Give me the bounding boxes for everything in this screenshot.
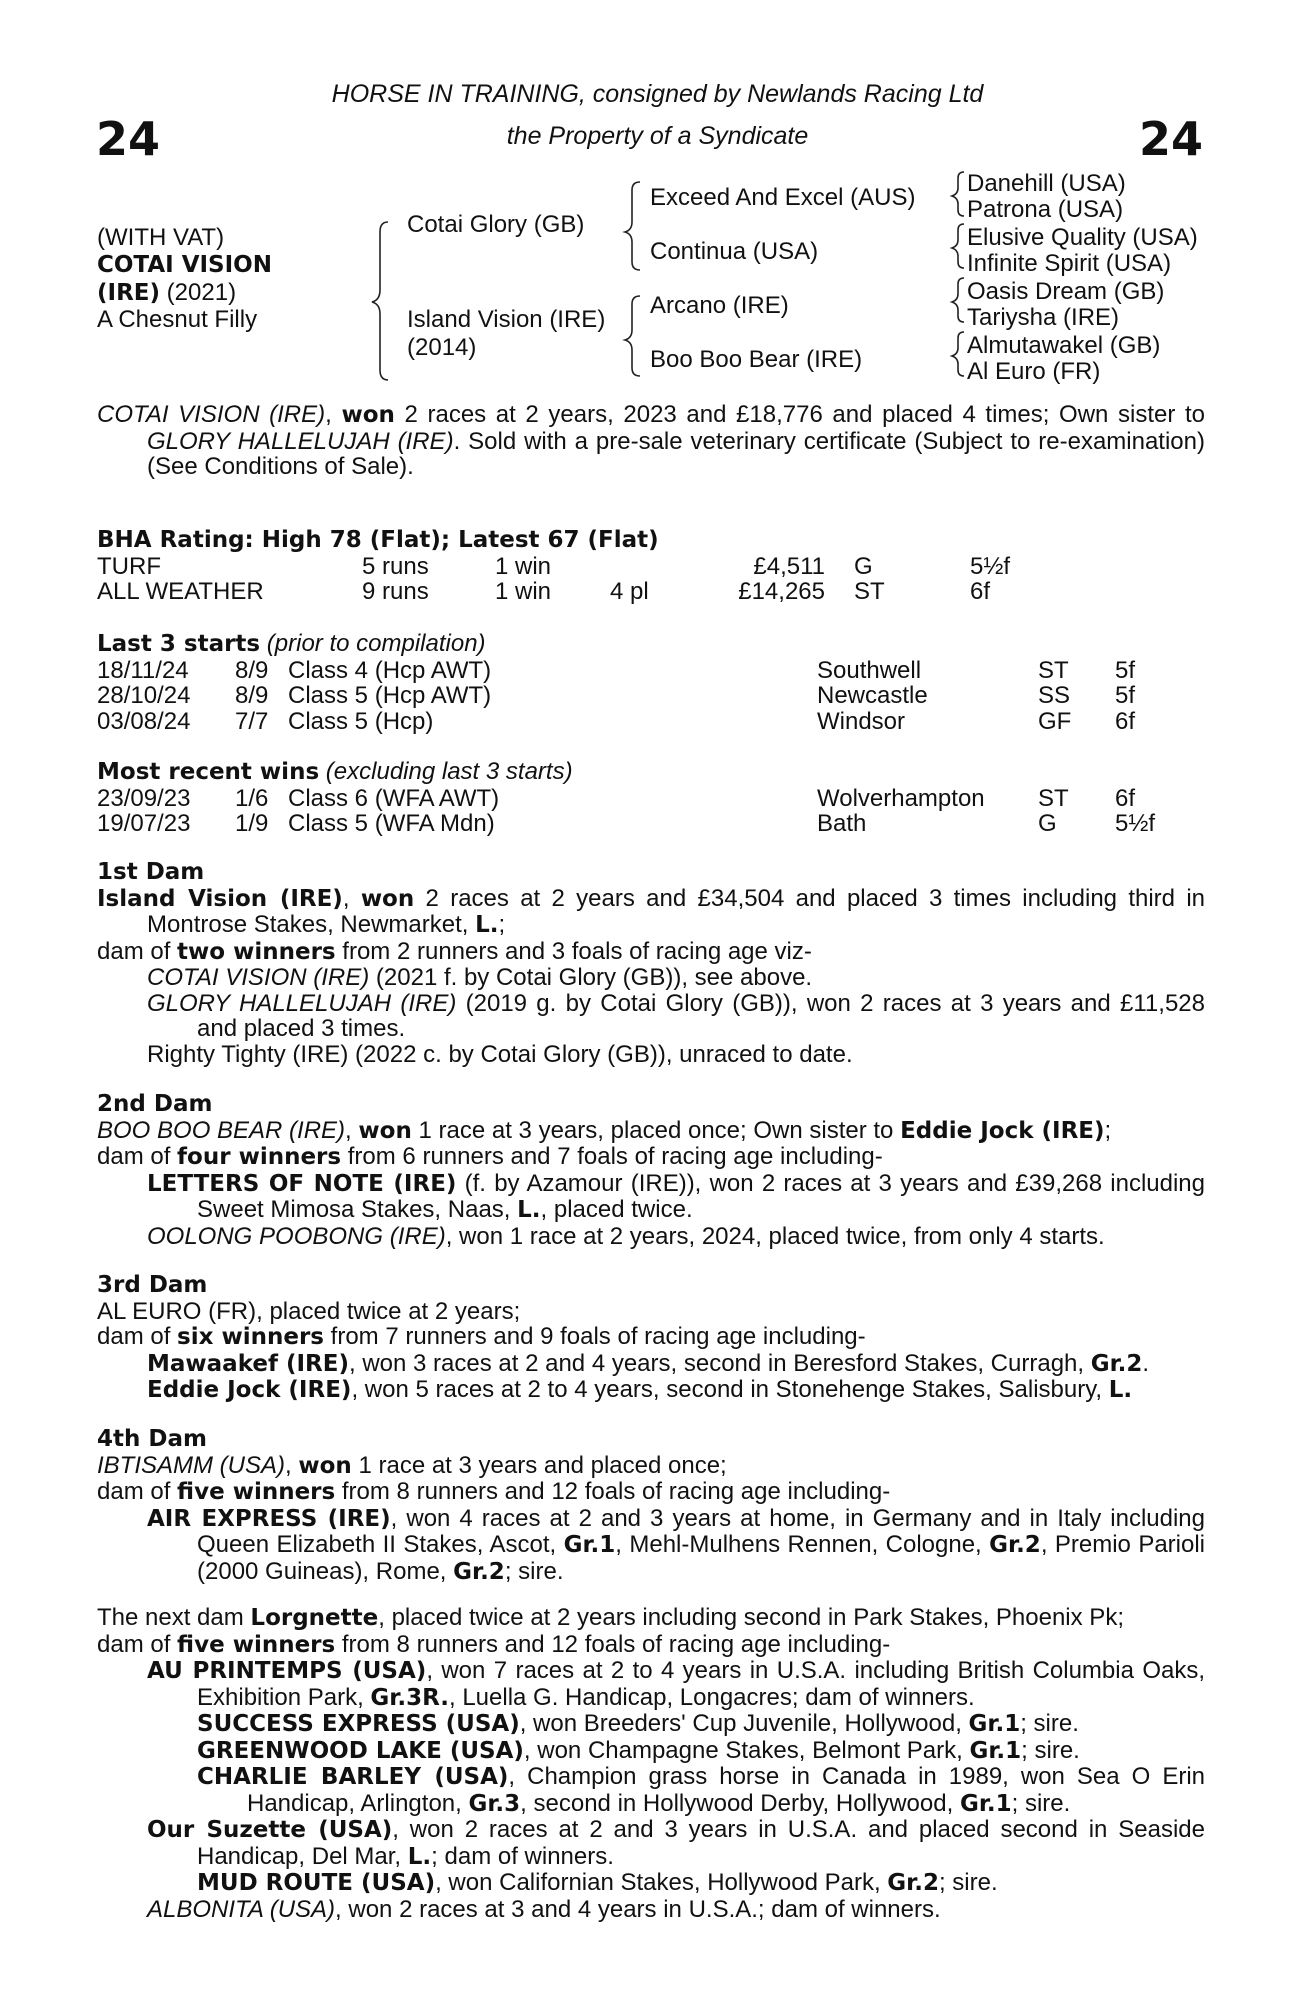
pedigree-dam: Island Vision (IRE) [407, 306, 606, 333]
dam3-section: 3rd Dam AL EURO (FR), placed twice at 2 years; dam of six winners from 7 runners and 9 foals of racing age including- Mawaakef (IRE), won 3 races at 2 and 4 years, second in Beresford Stakes, Curragh, Gr.2. Eddie Jock (IRE), won 5 races at 2 to 4 years, second in Stonehenge Stakes, Salisbury, L. [97, 1273, 1205, 1404]
dam4-title: 4th Dam [97, 1426, 207, 1452]
recent-row: 23/09/23 1/6 Class 6 (WFA AWT) Wolverhampton ST 6f [97, 784, 1136, 812]
rating-title: BHA Rating: High 78 (Flat); Latest 67 (Flat) [97, 527, 659, 553]
pedigree-gen3-3: Arcano (IRE) [650, 292, 789, 319]
dam1-title: 1st Dam [97, 859, 205, 885]
last3-row: 28/10/24 8/9 Class 5 (Hcp AWT) Newcastle SS 5f [97, 682, 1136, 709]
pedigree-gen4-4: Infinite Spirit (USA) [967, 250, 1172, 277]
pedigree-gen3-2: Continua (USA) [650, 238, 819, 265]
horse-description: A Chesnut Filly [97, 306, 258, 333]
pedigree-gen3-1: Exceed And Excel (AUS) [650, 184, 916, 211]
brace-g4-3 [952, 278, 964, 322]
pedigree-gen4-7: Almutawakel (GB) [967, 332, 1161, 359]
pedigree-dam-year: (2014) [407, 334, 477, 361]
brace-g4-2 [952, 224, 964, 268]
vat-label: (WITH VAT) [97, 224, 225, 251]
summary-sister: GLORY HALLELUJAH (IRE) [147, 427, 454, 455]
pedigree-gen4-3: Elusive Quality (USA) [967, 224, 1198, 251]
next-dam-section: The next dam Lorgnette, placed twice at 2 years including second in Park Stakes, Phoenix Pk; dam of five winners from 8 runners and 12 foals of racing age including- AU PRINTEMPS (USA), won 7 races at 2 to 4 years in U.S.A. including British Columbia Oaks, Exhibition Park, Gr.3R., Luella G. Handicap, Longacres; dam of winners. SUCCESS EXPRESS (USA), won Breeders' Cup Juvenile, Hollywood, Gr.1; sire. GREENWOOD LAKE (USA), won Champagne Stakes, Belmont Park, Gr.1; sire. CHARLIE BARLEY (USA), Champion grass horse in Canada in 1989, won Sea O Erin Handicap, Arlington, Gr.3, second in Hollywood Derby, Hollywood, Gr.1; sire. Our Suzette (USA), won 2 races at 2 and 3 years in U.S.A. and placed second in Seaside Handicap, Del Mar, L.; dam of winners. MUD ROUTE (USA), won Californian Stakes, Hollywood Park, Gr.2; sire. ALBONITA (USA), won 2 races at 3 and 4 years in U.S.A.; dam of winners. [97, 1604, 1205, 1923]
brace-sire [625, 182, 640, 270]
summary-horse-name: COTAI VISION (IRE) [97, 401, 326, 428]
pedigree-gen4-8: Al Euro (FR) [967, 358, 1101, 385]
brace-g4-1 [952, 172, 964, 216]
recent-wins-title: Most recent wins (excluding last 3 starts) [97, 758, 573, 785]
last3-row: 03/08/24 7/7 Class 5 (Hcp) Windsor GF 6f [97, 707, 1136, 735]
dam2-title: 2nd Dam [97, 1091, 213, 1117]
recent-wins-section [97, 759, 1205, 837]
pedigree-gen4-2: Patrona (USA) [967, 196, 1124, 223]
summary-won: won [341, 402, 395, 428]
dam4-section: 4th Dam IBTISAMM (USA), won 1 race at 3 years and placed once; dam of five winners from 8 runners and 12 foals of racing age including- AIR EXPRESS (IRE), won 4 races at 2 and 3 years at home, in Germany and in Italy including Queen Elizabeth II Stakes, Ascot, Gr.1, Mehl-Mulhens Rennen, Cologne, Gr.2, Premio Parioli (2000 Guineas), Rome, Gr.2; sire. [97, 1426, 1206, 1585]
brace-g4-4 [952, 332, 964, 376]
header-consignor: HORSE IN TRAINING, consigned by Newlands Racing Ltd [331, 80, 984, 108]
rating-row: TURF 5 runs 1 win £4,511 G 5½f [97, 552, 1011, 580]
dam2-section: 2nd Dam BOO BOO BEAR (IRE), won 1 race at 3 years, placed once; Own sister to Eddie Jock (IRE); dam of four winners from 6 runners and 7 foals of racing age including- LETTERS OF NOTE (IRE) (f. by Azamour (IRE)), won 2 races at 3 years and £39,268 including Sweet Mimosa Stakes, Naas, L., placed twice. OOLONG POOBONG (IRE), won 1 race at 2 years, 2024, placed twice, from only 4 starts. [97, 1091, 1205, 1250]
header-property: the Property of a Syndicate [506, 122, 809, 150]
horse-name: COTAI VISION [97, 252, 272, 278]
dam3-title: 3rd Dam [97, 1272, 208, 1298]
last3-row: 18/11/24 8/9 Class 4 (Hcp AWT) Southwell ST 5f [97, 656, 1136, 684]
dam1-section: 1st Dam Island Vision (IRE), won 2 races at 2 years and £34,504 and placed 3 times including third in Montrose Stakes, Newmarket, L.; dam of two winners from 2 runners and 3 foals of racing age viz- COTAI VISION (IRE) (2021 f. by Cotai Glory (GB)), see above. GLORY HALLELUJAH (IRE) (2019 g. by Cotai Glory (GB)), won 2 races at 3 years and £11,528 and placed 3 times. Righty Tighty (IRE) (2022 c. by Cotai Glory (GB)), unraced to date. [97, 859, 1205, 1068]
last3-title: Last 3 starts (prior to compilation) [97, 630, 486, 657]
brace-main [372, 222, 388, 380]
horse-origin-year: (IRE) (2021) [97, 279, 237, 306]
brace-dam [625, 296, 640, 376]
pedigree-sire: Cotai Glory (GB) [407, 211, 585, 238]
rating-section [97, 528, 1205, 605]
summary-paragraph: COTAI VISION (IRE), won 2 races at 2 years, 2023 and £18,776 and placed 4 times; Own sister to GLORY HALLELUJAH (IRE). Sold with a pre-sale veterinary certificate (Subject to re-examination) (See Conditions of Sale). [97, 401, 1205, 480]
last3-section [97, 631, 1205, 734]
lot-number-right: 24 [1138, 112, 1203, 166]
recent-row: 19/07/23 1/9 Class 5 (WFA Mdn) Bath G 5½f [97, 810, 1156, 837]
pedigree-gen4-5: Oasis Dream (GB) [967, 278, 1165, 305]
rating-row: ALL WEATHER 9 runs 1 win 4 pl £14,265 ST 6f [97, 578, 991, 605]
pedigree-gen4-6: Tariysha (IRE) [967, 304, 1120, 331]
pedigree-gen4-1: Danehill (USA) [967, 170, 1126, 197]
pedigree-gen3-4: Boo Boo Bear (IRE) [650, 346, 863, 373]
lot-number-left: 24 [96, 112, 161, 166]
